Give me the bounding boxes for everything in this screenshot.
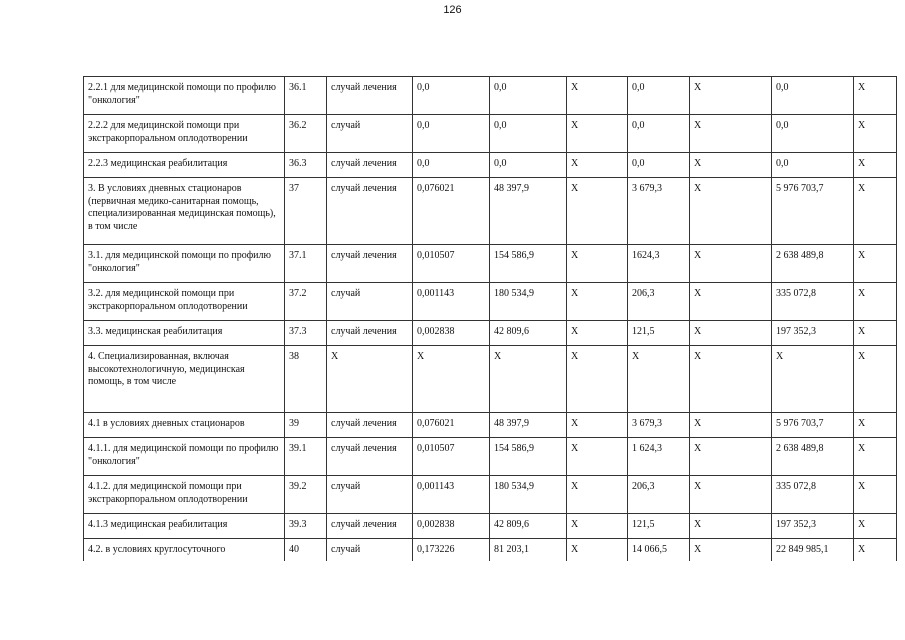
row-unit: случай <box>327 476 413 514</box>
cell-c5: Х <box>690 539 772 561</box>
cell-c1: 0,0 <box>413 153 490 178</box>
cell-c2: 180 534,9 <box>490 283 567 321</box>
row-unit: случай лечения <box>327 77 413 115</box>
row-unit: случай лечения <box>327 178 413 245</box>
cell-c3: Х <box>567 153 628 178</box>
cell-c1: 0,076021 <box>413 413 490 438</box>
table-row <box>84 77 897 115</box>
page-number: 126 <box>443 4 462 16</box>
cell-c2: 42 809,6 <box>490 514 567 539</box>
cell-c2: 48 397,9 <box>490 413 567 438</box>
cell-c6: 0,0 <box>772 153 854 178</box>
row-name: 4.1.2. для медицинской помощи при экстракорпоральном оплодотворении <box>84 476 285 514</box>
row-code: 37 <box>285 178 327 245</box>
cell-c3: Х <box>567 283 628 321</box>
row-unit: случай лечения <box>327 245 413 283</box>
cell-c7: Х <box>854 115 897 153</box>
cell-c1: 0,001143 <box>413 476 490 514</box>
cell-c6: Х <box>772 346 854 413</box>
row-code: 36.1 <box>285 77 327 115</box>
cell-c4: 121,5 <box>628 321 690 346</box>
cell-c3: Х <box>567 346 628 413</box>
cell-c1: 0,0 <box>413 77 490 115</box>
cell-c3: Х <box>567 245 628 283</box>
row-name: 2.2.3 медицинская реабилитация <box>84 153 285 178</box>
cell-c7: Х <box>854 476 897 514</box>
row-name: 4.1 в условиях дневных стационаров <box>84 413 285 438</box>
cell-c5: Х <box>690 77 772 115</box>
row-unit: случай лечения <box>327 321 413 346</box>
data-table <box>83 76 897 561</box>
cell-c6: 22 849 985,1 <box>772 539 854 561</box>
cell-c1: 0,001143 <box>413 283 490 321</box>
cell-c3: Х <box>567 539 628 561</box>
cell-c5: Х <box>690 346 772 413</box>
row-name: 3.3. медицинская реабилитация <box>84 321 285 346</box>
cell-c7: Х <box>854 178 897 245</box>
row-code: 39.2 <box>285 476 327 514</box>
cell-c3: Х <box>567 413 628 438</box>
cell-c3: Х <box>567 321 628 346</box>
cell-c6: 335 072,8 <box>772 283 854 321</box>
row-unit: случай лечения <box>327 438 413 476</box>
cell-c7: Х <box>854 245 897 283</box>
cell-c1: 0,010507 <box>413 438 490 476</box>
cell-c5: Х <box>690 413 772 438</box>
table-row <box>84 514 897 539</box>
cell-c3: Х <box>567 514 628 539</box>
cell-c4: Х <box>628 346 690 413</box>
cell-c4: 0,0 <box>628 77 690 115</box>
cell-c4: 121,5 <box>628 514 690 539</box>
row-code: 37.2 <box>285 283 327 321</box>
row-unit: случай лечения <box>327 153 413 178</box>
cell-c3: Х <box>567 476 628 514</box>
cell-c1: Х <box>413 346 490 413</box>
cell-c3: Х <box>567 438 628 476</box>
row-unit: случай <box>327 539 413 561</box>
row-name: 3. В условиях дневных стационаров (первичная медико-санитарная помощь, специализированная медицинская помощь), в том числе <box>84 178 285 245</box>
row-unit: случай <box>327 283 413 321</box>
cell-c2: 0,0 <box>490 153 567 178</box>
cell-c1: 0,002838 <box>413 514 490 539</box>
cell-c4: 1 624,3 <box>628 438 690 476</box>
row-code: 40 <box>285 539 327 561</box>
cell-c5: Х <box>690 115 772 153</box>
row-code: 39.1 <box>285 438 327 476</box>
cell-c4: 0,0 <box>628 115 690 153</box>
table-row <box>84 178 897 245</box>
row-code: 39.3 <box>285 514 327 539</box>
cell-c1: 0,0 <box>413 115 490 153</box>
cell-c4: 206,3 <box>628 476 690 514</box>
cell-c5: Х <box>690 283 772 321</box>
row-code: 38 <box>285 346 327 413</box>
cell-c2: 0,0 <box>490 115 567 153</box>
cell-c5: Х <box>690 178 772 245</box>
cell-c6: 5 976 703,7 <box>772 413 854 438</box>
cell-c1: 0,002838 <box>413 321 490 346</box>
cell-c5: Х <box>690 321 772 346</box>
cell-c5: Х <box>690 514 772 539</box>
row-code: 39 <box>285 413 327 438</box>
row-code: 36.3 <box>285 153 327 178</box>
row-name: 3.2. для медицинской помощи при экстракорпоральном оплодотворении <box>84 283 285 321</box>
row-unit: случай лечения <box>327 514 413 539</box>
table-row <box>84 539 897 561</box>
cell-c2: 0,0 <box>490 77 567 115</box>
cell-c7: Х <box>854 539 897 561</box>
cell-c2: 154 586,9 <box>490 245 567 283</box>
cell-c6: 197 352,3 <box>772 514 854 539</box>
cell-c6: 197 352,3 <box>772 321 854 346</box>
cell-c6: 0,0 <box>772 77 854 115</box>
cell-c4: 1624,3 <box>628 245 690 283</box>
row-code: 36.2 <box>285 115 327 153</box>
cell-c4: 3 679,3 <box>628 178 690 245</box>
cell-c3: Х <box>567 77 628 115</box>
table-row <box>84 153 897 178</box>
cell-c2: 48 397,9 <box>490 178 567 245</box>
table-row <box>84 413 897 438</box>
row-name: 4.2. в условиях круглосуточного <box>84 539 285 561</box>
cell-c7: Х <box>854 153 897 178</box>
cell-c7: Х <box>854 413 897 438</box>
table-row <box>84 476 897 514</box>
cell-c6: 2 638 489,8 <box>772 245 854 283</box>
cell-c4: 14 066,5 <box>628 539 690 561</box>
row-name: 4.1.3 медицинская реабилитация <box>84 514 285 539</box>
cell-c5: Х <box>690 438 772 476</box>
cell-c4: 3 679,3 <box>628 413 690 438</box>
row-unit: случай лечения <box>327 413 413 438</box>
row-code: 37.3 <box>285 321 327 346</box>
row-unit: случай <box>327 115 413 153</box>
cell-c5: Х <box>690 153 772 178</box>
row-unit: Х <box>327 346 413 413</box>
cell-c2: 42 809,6 <box>490 321 567 346</box>
cell-c2: 180 534,9 <box>490 476 567 514</box>
cell-c2: 81 203,1 <box>490 539 567 561</box>
cell-c2: 154 586,9 <box>490 438 567 476</box>
cell-c6: 5 976 703,7 <box>772 178 854 245</box>
cell-c1: 0,010507 <box>413 245 490 283</box>
cell-c6: 0,0 <box>772 115 854 153</box>
cell-c3: Х <box>567 178 628 245</box>
cell-c6: 335 072,8 <box>772 476 854 514</box>
cell-c7: Х <box>854 283 897 321</box>
row-name: 4.1.1. для медицинской помощи по профилю "онкология" <box>84 438 285 476</box>
cell-c6: 2 638 489,8 <box>772 438 854 476</box>
table-row <box>84 115 897 153</box>
cell-c4: 206,3 <box>628 283 690 321</box>
table-row <box>84 438 897 476</box>
cell-c5: Х <box>690 245 772 283</box>
cell-c7: Х <box>854 438 897 476</box>
row-code: 37.1 <box>285 245 327 283</box>
cell-c7: Х <box>854 321 897 346</box>
table-row <box>84 321 897 346</box>
row-name: 4. Специализированная, включая высокотехнологичную, медицинская помощь, в том числе <box>84 346 285 413</box>
row-name: 2.2.1 для медицинской помощи по профилю "онкология" <box>84 77 285 115</box>
cell-c2: Х <box>490 346 567 413</box>
cell-c5: Х <box>690 476 772 514</box>
cell-c1: 0,076021 <box>413 178 490 245</box>
row-name: 2.2.2 для медицинской помощи при экстракорпоральном оплодотворении <box>84 115 285 153</box>
cell-c7: Х <box>854 514 897 539</box>
cell-c1: 0,173226 <box>413 539 490 561</box>
cell-c3: Х <box>567 115 628 153</box>
row-name: 3.1. для медицинской помощи по профилю "онкология" <box>84 245 285 283</box>
table-row <box>84 283 897 321</box>
cell-c7: Х <box>854 346 897 413</box>
cell-c4: 0,0 <box>628 153 690 178</box>
cell-c7: Х <box>854 77 897 115</box>
table-row <box>84 346 897 413</box>
table-row <box>84 245 897 283</box>
